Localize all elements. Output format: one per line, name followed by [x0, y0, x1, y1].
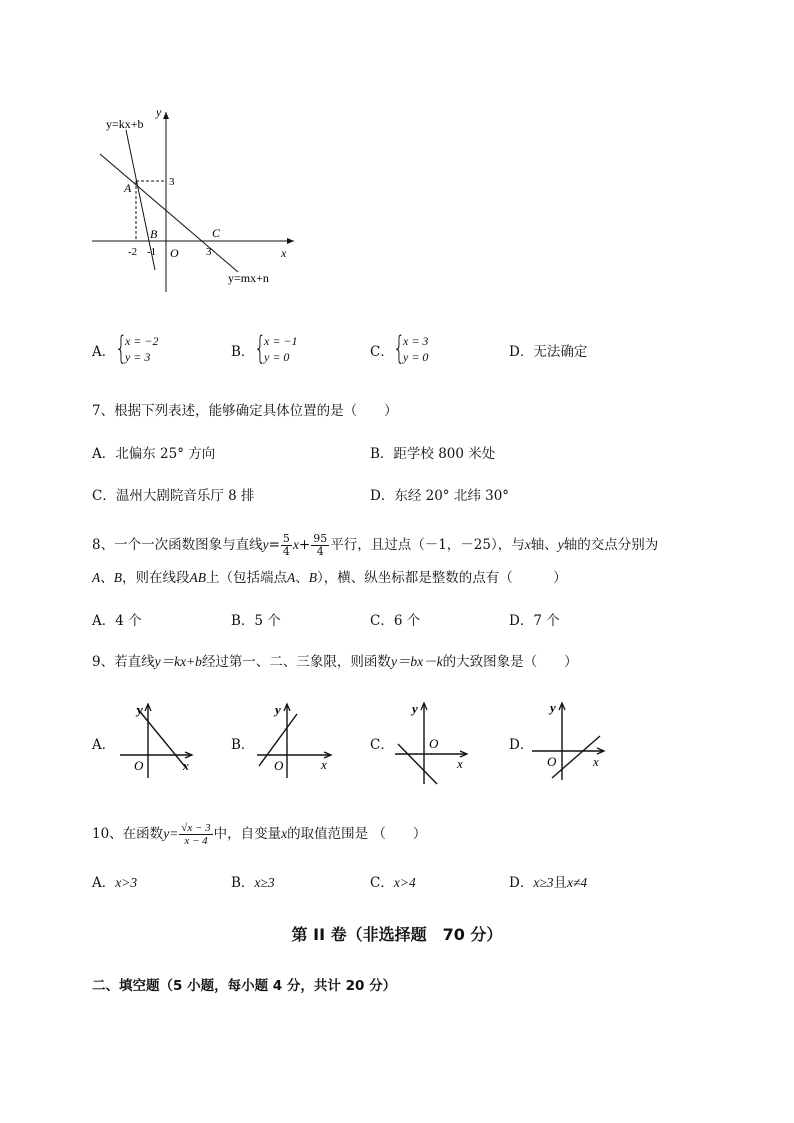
q6-option-a[interactable]: [92, 343, 115, 361]
q9-option-b[interactable]: B．: [231, 737, 255, 753]
q6-option-a-label: A．: [92, 344, 116, 360]
q8-frac2: [311, 533, 329, 558]
q8-x: x: [292, 537, 299, 552]
section2-heading: 二、填空题（5 小题，每小题 4 分，共计 20 分）: [92, 978, 397, 994]
axis-label-x: x: [183, 758, 189, 773]
q10-x: x: [281, 826, 288, 841]
q10-option-c[interactable]: [370, 874, 416, 892]
q9-eq1: y＝kx+b: [154, 654, 202, 669]
q9-stem: [92, 653, 578, 671]
origin: O: [429, 736, 439, 751]
q6-option-b-system: [254, 329, 314, 368]
tick-y-3: 3: [169, 176, 175, 188]
q8-y-axis: y: [557, 537, 564, 552]
q8-axis-word1: 轴、: [530, 537, 558, 553]
q8-plus: +: [298, 537, 311, 553]
point-a: A: [124, 181, 132, 195]
axis-label-y: y: [275, 702, 281, 717]
q10-stem-pre: 10、在函数: [92, 826, 164, 842]
q6-graph: [88, 100, 308, 300]
axis-label-y: y: [412, 701, 418, 716]
q8-point-b: B: [113, 570, 122, 585]
q9-option-c[interactable]: C．: [370, 737, 394, 753]
axis-label-y: y: [156, 105, 162, 119]
q9-option-a[interactable]: A．: [92, 737, 116, 753]
q10-option-d[interactable]: [509, 874, 587, 892]
q10-option-b-label: B．: [231, 875, 255, 891]
eq-line1: x = 3: [403, 334, 429, 348]
q8-point-a2: A: [287, 570, 296, 585]
q8-y: y: [262, 537, 269, 552]
q8-line2-mid: ，则在线段: [122, 570, 190, 586]
origin: O: [547, 754, 557, 769]
eq-line2: y = 0: [403, 350, 429, 364]
q10-option-d-and: 且: [553, 875, 567, 891]
q10-option-d-value1: x≥3: [533, 875, 554, 890]
q10-option-a-label: A．: [92, 875, 116, 891]
q9-graph-c[interactable]: [392, 698, 477, 788]
section2-title: 第 II 卷（非选择题 70 分）: [291, 925, 503, 944]
q6-option-b[interactable]: [231, 343, 254, 361]
q8-option-a[interactable]: A．4 个: [92, 613, 142, 629]
q9-eq2: y＝bx－k: [390, 654, 443, 669]
eq-line1: x = −2: [125, 334, 159, 348]
q8-axis-word2: 轴的交点分别为: [563, 537, 659, 553]
q7-option-a[interactable]: A．北偏东 25° 方向: [92, 446, 216, 462]
eq-line2: y = 0: [264, 350, 290, 364]
q10-stem-mid: 中，自变量: [213, 826, 282, 842]
q8-option-b[interactable]: B．5 个: [231, 613, 281, 629]
axis-label-x: x: [281, 246, 287, 260]
q8-frac2-den: 4: [316, 545, 324, 558]
brace-icon: {: [393, 329, 406, 367]
q9-option-d[interactable]: D．: [509, 737, 534, 753]
q10-option-b-value: x≥3: [254, 875, 275, 890]
q7-option-c[interactable]: C．温州大剧院音乐厅 8 排: [92, 488, 255, 504]
q8-frac1-den: 4: [282, 545, 290, 558]
eq-line2: y = 3: [125, 350, 151, 364]
q10-y-eq: y=: [163, 826, 179, 841]
q8-sep: 、: [100, 570, 114, 586]
q6-option-a-system: [115, 329, 175, 368]
q8-option-d[interactable]: D．7 个: [509, 613, 560, 629]
q10-option-c-label: C．: [370, 875, 394, 891]
q10-option-a-value: x>3: [115, 875, 138, 890]
line-mx-n: [100, 154, 238, 272]
q9-graph-b[interactable]: [254, 698, 339, 783]
origin: O: [134, 758, 144, 773]
q10-option-d-label: D．: [509, 875, 534, 891]
point-c: C: [212, 226, 221, 240]
brace-icon: {: [254, 329, 267, 367]
q8-line2-end: ），横、纵坐标都是整数的点有（ ）: [317, 570, 567, 586]
q9-graph-a[interactable]: [115, 698, 200, 783]
q6-option-d[interactable]: [509, 343, 587, 361]
q8-segment-ab: AB: [189, 570, 206, 585]
tick-x-m2: -2: [128, 246, 138, 258]
q8-sep2: 、: [295, 570, 309, 586]
q8-line2-mid2: 上（包括端点: [206, 570, 287, 586]
brace-icon: {: [115, 329, 128, 367]
axis-label-x: x: [457, 756, 463, 771]
tick-x-m1: -1: [147, 246, 157, 258]
q9-stem-pre: 9、若直线: [92, 654, 155, 670]
q9-stem-mid: 经过第一、二、三象限，则函数: [201, 654, 391, 670]
q7-option-b[interactable]: B．距学校 800 米处: [370, 446, 496, 462]
origin: O: [274, 758, 284, 773]
q8-stem-pre: 8、一个一次函数图象与直线: [92, 537, 263, 553]
q8-frac1-num: 5: [282, 532, 290, 545]
q10-option-a[interactable]: [92, 874, 137, 892]
label-mx-n: y=mx+n: [228, 271, 269, 285]
q6-option-c-system: [393, 329, 453, 368]
axis-label-x: x: [593, 754, 599, 769]
q6-option-c-label: C．: [370, 344, 394, 360]
q8-option-c[interactable]: C．6 个: [370, 613, 421, 629]
q6-option-d-text: 无法确定: [533, 344, 588, 360]
q10-frac-den: x − 4: [184, 835, 208, 847]
q7-option-d[interactable]: D．东经 20° 北纬 30°: [370, 488, 510, 504]
q10-stem-end: 的取值范围是 （ ）: [287, 826, 427, 842]
q8-point-b2: B: [308, 570, 317, 585]
q8-point-a: A: [92, 570, 101, 585]
q7-stem: 7、根据下列表述，能够确定具体位置的是（ ）: [92, 403, 398, 419]
q10-frac-num: √x − 3: [181, 822, 211, 834]
q10-option-c-value: x>4: [393, 875, 416, 890]
axis-label-y: y: [550, 700, 556, 715]
q8-stem-mid: 平行，且过点（－1，－25），与: [330, 537, 525, 553]
label-kx-b: y=kx+b: [106, 117, 144, 131]
q10-option-b[interactable]: [231, 874, 275, 892]
q8-eq: =: [268, 537, 280, 553]
q8-stem-line2: [92, 569, 567, 587]
q6-option-b-label: B．: [231, 344, 255, 360]
point-b: B: [150, 227, 158, 241]
graph-line: [137, 708, 187, 769]
axis-label-y: y: [137, 702, 143, 717]
q6-option-c[interactable]: [370, 343, 394, 361]
origin: O: [170, 246, 179, 260]
q10-frac: [179, 822, 212, 847]
q8-frac2-num: 95: [313, 532, 328, 545]
q10-stem: [92, 816, 426, 852]
q10-option-d-value2: x≠4: [566, 875, 588, 890]
q8-stem-line1: [92, 528, 658, 562]
q8-frac1: [281, 533, 292, 558]
eq-line1: x = −1: [264, 334, 298, 348]
tick-x-3: 3: [206, 246, 212, 258]
axis-label-x: x: [321, 757, 327, 772]
q9-stem-end: 的大致图象是（ ）: [442, 654, 578, 670]
q8-x-axis: x: [524, 537, 531, 552]
q6-option-d-label: D．: [509, 344, 534, 360]
q9-graph-d[interactable]: [530, 698, 615, 783]
